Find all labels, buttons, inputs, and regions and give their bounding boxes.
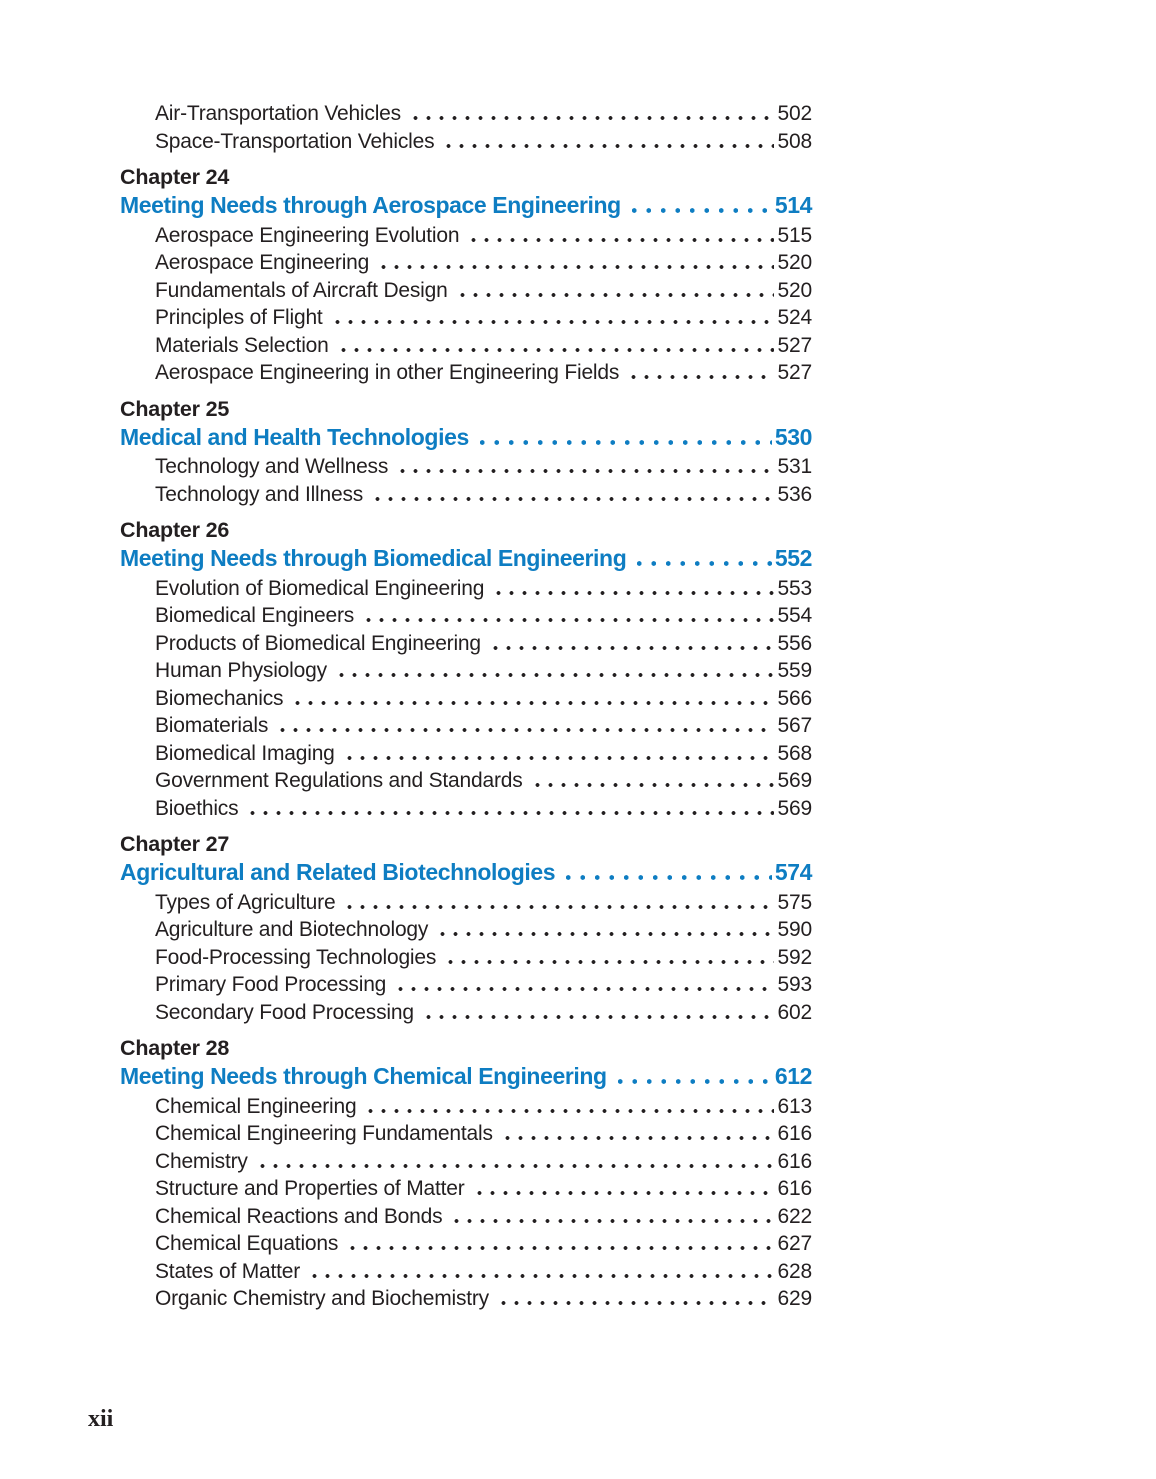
toc-entry-page: 575 xyxy=(777,890,812,914)
toc-entry xyxy=(155,944,812,972)
chapter-title-row xyxy=(120,423,812,452)
toc-entry xyxy=(155,100,812,128)
toc-entry-label: Biomaterials xyxy=(155,714,269,737)
dot-leader xyxy=(308,1274,774,1278)
dot-leader xyxy=(409,116,774,120)
toc-entry-label: Bioethics xyxy=(155,796,239,820)
toc-entry-label: Materials Selection xyxy=(155,333,329,357)
dot-leader xyxy=(627,375,773,379)
chapter-title-page: 612 xyxy=(774,1063,812,1089)
toc-entry-page: 592 xyxy=(777,945,812,969)
toc-entry-page: 559 xyxy=(777,659,812,682)
toc-entry-page: 566 xyxy=(777,686,812,710)
toc-entry-label: Food-Processing Technologies xyxy=(155,945,437,969)
chapter-group xyxy=(120,396,812,509)
toc-entry-label: Aerospace Engineering in other Engineering Fields xyxy=(155,361,620,384)
dot-leader xyxy=(613,1079,772,1084)
chapter-entries xyxy=(120,1093,812,1313)
toc-entry-label: Secondary Food Processing xyxy=(155,1000,414,1024)
toc-entry-label: Human Physiology xyxy=(155,659,327,682)
dot-leader xyxy=(291,701,773,705)
dot-leader xyxy=(343,905,773,909)
dot-leader xyxy=(371,497,773,501)
toc-entry-label: Chemical Reactions and Bonds xyxy=(155,1204,443,1228)
chapter-title-page: 574 xyxy=(774,859,812,885)
toc-entry-label: Fundamentals of Aircraft Design xyxy=(155,278,448,302)
toc-entry-page: 567 xyxy=(777,714,812,737)
chapter-group xyxy=(120,831,812,1026)
chapter-title: Meeting Needs through Aerospace Engineering xyxy=(120,192,621,218)
toc-entry-label: Primary Food Processing xyxy=(155,973,387,996)
toc-entry-label: Types of Agriculture xyxy=(155,890,336,914)
dot-leader xyxy=(422,1015,774,1019)
dot-leader xyxy=(396,469,773,473)
toc-entry xyxy=(155,916,812,944)
toc-entry-page: 520 xyxy=(777,251,812,274)
dot-leader xyxy=(377,265,773,269)
toc-entry-page: 520 xyxy=(777,278,812,302)
dot-leader xyxy=(627,208,772,213)
toc-entry xyxy=(155,999,812,1027)
toc-entry xyxy=(155,889,812,917)
chapter-number-label: Chapter 26 xyxy=(120,518,230,542)
toc-entry-label: Government Regulations and Standards xyxy=(155,769,523,792)
toc-entry-page: 616 xyxy=(777,1149,812,1173)
toc-entry-label: Principles of Flight xyxy=(155,306,323,329)
dot-leader xyxy=(436,932,773,936)
toc-entry-page: 613 xyxy=(777,1094,812,1118)
toc-entry-page: 554 xyxy=(777,604,812,627)
toc-entry xyxy=(155,971,812,999)
toc-entry-label: Biomedical Engineers xyxy=(155,604,355,627)
chapter-title-row xyxy=(120,191,812,220)
toc-entry-label: Technology and Illness xyxy=(155,482,364,506)
toc-entry xyxy=(155,1175,812,1203)
chapter-number-label: Chapter 25 xyxy=(120,396,230,421)
toc-entry-page: 536 xyxy=(777,482,812,506)
toc-entry-label: Space-Transportation Vehicles xyxy=(155,129,435,153)
dot-leader xyxy=(346,1246,773,1250)
toc-entry-label: Products of Biomedical Engineering xyxy=(155,631,481,655)
chapter-title-page: 552 xyxy=(774,545,812,571)
toc-entry-label: Aerospace Engineering xyxy=(155,251,370,274)
toc-entry-label: Chemical Equations xyxy=(155,1232,339,1255)
chapter-entries xyxy=(120,453,812,508)
toc-entry-page: 593 xyxy=(777,973,812,996)
toc-entry-label: Chemical Engineering xyxy=(155,1094,357,1118)
toc-entry xyxy=(155,602,812,630)
chapter-title: Medical and Health Technologies xyxy=(120,423,469,450)
toc-entry-page: 515 xyxy=(777,223,812,247)
toc-entry xyxy=(155,249,812,277)
chapter-entries xyxy=(120,222,812,387)
chapter-title-row xyxy=(120,858,812,887)
toc-entry xyxy=(155,1230,812,1258)
toc-entry-page: 524 xyxy=(777,306,812,329)
toc-entry xyxy=(155,1203,812,1231)
toc-entry xyxy=(155,481,812,509)
chapter-entries xyxy=(120,889,812,1027)
dot-leader xyxy=(632,561,771,566)
toc-entry xyxy=(155,332,812,360)
toc-entry-page: 616 xyxy=(777,1177,812,1200)
toc-entry xyxy=(155,712,812,740)
dot-leader xyxy=(501,1136,774,1140)
toc-entry-label: Chemical Engineering Fundamentals xyxy=(155,1122,493,1145)
dot-leader xyxy=(364,1109,773,1113)
toc-entry xyxy=(155,1285,812,1313)
dot-leader xyxy=(343,756,774,760)
toc-entry xyxy=(155,575,812,603)
toc-entry-page: 508 xyxy=(777,129,812,153)
toc-entry-label: States of Matter xyxy=(155,1259,301,1283)
toc-entry-label: Biomechanics xyxy=(155,686,284,710)
toc-entry-page: 628 xyxy=(777,1259,812,1283)
dot-leader xyxy=(497,1301,774,1305)
dot-leader xyxy=(331,320,774,324)
dot-leader xyxy=(276,728,773,732)
dot-leader xyxy=(473,1191,774,1195)
toc-entry xyxy=(155,685,812,713)
dot-leader xyxy=(492,591,773,595)
toc-entry-page: 568 xyxy=(777,741,812,765)
toc-entry-page: 602 xyxy=(777,1000,812,1024)
chapter-title-row xyxy=(120,544,812,573)
toc-entry xyxy=(155,630,812,658)
dot-leader xyxy=(337,348,774,352)
chapter-title-page: 514 xyxy=(774,192,812,218)
chapter-title: Agricultural and Related Biotechnologies xyxy=(120,859,556,885)
chapter-group xyxy=(120,164,812,387)
toc-entry-page: 527 xyxy=(777,333,812,357)
dot-leader xyxy=(561,875,772,880)
chapter-group xyxy=(120,1035,812,1313)
toc-entry xyxy=(155,657,812,685)
dot-leader xyxy=(531,783,774,787)
chapter-title: Meeting Needs through Biomedical Engineering xyxy=(120,545,627,571)
dot-leader xyxy=(442,144,773,148)
dot-leader xyxy=(246,811,773,815)
toc-entry-label: Biomedical Imaging xyxy=(155,741,335,765)
chapter-title-page: 530 xyxy=(774,423,812,450)
toc-entry-page: 622 xyxy=(777,1204,812,1228)
toc-entry-page: 569 xyxy=(777,796,812,820)
toc-entry-label: Air-Transportation Vehicles xyxy=(155,102,401,125)
toc-entry-page: 531 xyxy=(777,455,812,478)
toc-entry-label: Chemistry xyxy=(155,1149,248,1173)
toc-entry xyxy=(155,1093,812,1121)
toc-entry-label: Organic Chemistry and Biochemistry xyxy=(155,1287,489,1310)
dot-leader xyxy=(444,960,773,964)
dot-leader xyxy=(362,618,773,622)
dot-leader xyxy=(256,1164,774,1168)
toc-entry-page: 527 xyxy=(777,361,812,384)
chapter-number-label: Chapter 28 xyxy=(120,1036,230,1060)
toc-entry xyxy=(155,222,812,250)
chapter-title: Meeting Needs through Chemical Engineering xyxy=(120,1063,607,1089)
chapter-number-label: Chapter 27 xyxy=(120,832,230,856)
toc-entry xyxy=(155,795,812,823)
toc-entry xyxy=(155,453,812,481)
toc-entry-page: 502 xyxy=(777,102,812,125)
toc-entry-page: 590 xyxy=(777,918,812,941)
toc-entry xyxy=(155,277,812,305)
chapter-number-label: Chapter 24 xyxy=(120,165,230,189)
toc-entry-page: 629 xyxy=(777,1287,812,1310)
dot-leader xyxy=(335,673,774,677)
dot-leader xyxy=(450,1219,773,1223)
toc-entry-page: 556 xyxy=(777,631,812,655)
toc-entry-label: Aerospace Engineering Evolution xyxy=(155,223,460,247)
toc-entry-label: Technology and Wellness xyxy=(155,455,389,478)
toc-entry-label: Structure and Properties of Matter xyxy=(155,1177,465,1200)
dot-leader xyxy=(394,987,773,991)
dot-leader xyxy=(456,293,774,297)
dot-leader xyxy=(467,238,773,242)
toc-entry xyxy=(155,304,812,332)
toc-entry-page: 553 xyxy=(777,576,812,600)
toc-entry-label: Agriculture and Biotechnology xyxy=(155,918,429,941)
toc-entry xyxy=(155,1148,812,1176)
toc-entry-page: 616 xyxy=(777,1122,812,1145)
toc-entry xyxy=(155,1120,812,1148)
folio-page-number: xii xyxy=(88,1406,114,1432)
chapter-title-row xyxy=(120,1062,812,1091)
chapter-group xyxy=(120,517,812,822)
chapter-entries xyxy=(120,575,812,823)
toc-entry xyxy=(155,740,812,768)
toc-entry-page: 627 xyxy=(777,1232,812,1255)
toc-entry xyxy=(155,1258,812,1286)
toc xyxy=(120,100,812,1313)
toc-entry xyxy=(155,128,812,156)
toc-entry-label: Evolution of Biomedical Engineering xyxy=(155,576,485,600)
dot-leader xyxy=(489,646,774,650)
toc-entry xyxy=(155,359,812,387)
dot-leader xyxy=(475,440,772,445)
toc-entry-page: 569 xyxy=(777,769,812,792)
toc-entry xyxy=(155,767,812,795)
